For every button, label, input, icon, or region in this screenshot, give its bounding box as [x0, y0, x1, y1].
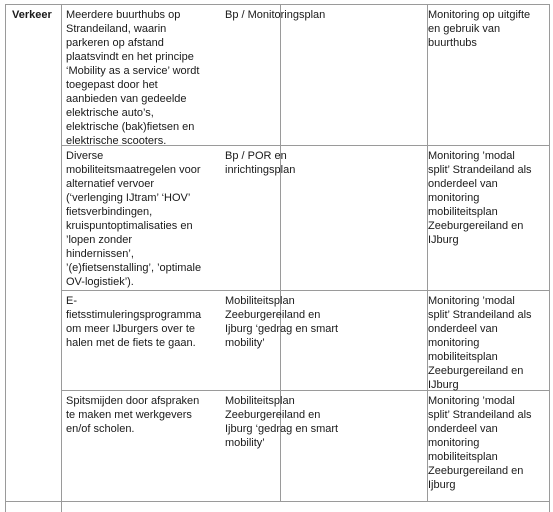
table-row	[62, 5, 549, 146]
instrument-cell: Mobiliteitsplan Zeeburgereiland en Ijburg ‘gedrag en smart mobility’	[225, 295, 339, 349]
category-column	[6, 5, 62, 512]
table-bottom-border	[6, 501, 549, 502]
table-row	[62, 391, 549, 501]
measure-cell: Diverse mobiliteitsmaatregelen voor alternatief vervoer (‘verlenging IJtram’ ‘HOV’ fietsverbindingen, kruispuntoptimalisaties en ’lopen zonder hindernissen’, ’(e)fietsenstalling’, ’optimale OV-logistiek’).	[66, 150, 202, 288]
table-row	[62, 146, 549, 291]
monitoring-cell: Monitoring ’modal split’ Strandeiland als onderdeel van monitoring mobiliteitsplan Zeeburgereiland en IJburg	[428, 295, 532, 391]
measure-cell: E- fietsstimuleringsprogramma om meer IJburgers over te halen met de fiets te gaan.	[66, 295, 202, 349]
measure-cell: Meerdere buurthubs op Strandeiland, waarin parkeren op afstand plaatsvindt en het principe ‘Mobility as a service’ wordt toegepast door het aanbieden van gedeelde elektrische auto’s, elektrische (bak)fietsen en elektrische scooters.	[66, 9, 200, 147]
measure-cell: Spitsmijden door afspraken te maken met werkgevers en/of scholen.	[66, 395, 200, 435]
instrument-cell: Mobiliteitsplan Zeeburgereiland en Ijburg ‘gedrag en smart mobility’	[225, 395, 339, 449]
monitoring-cell: Monitoring ’modal split’ Strandeiland als onderdeel van monitoring mobiliteitsplan Zeeburgereiland en Ijburg	[428, 395, 532, 491]
category-label: Verkeer	[12, 9, 52, 21]
monitoring-cell: Monitoring op uitgifte en gebruik van buurthubs	[428, 9, 531, 49]
monitoring-cell: Monitoring ’modal split’ Strandeiland als onderdeel van monitoring mobiliteitsplan Zeeburgereiland en IJburg	[428, 150, 532, 246]
table-row	[62, 291, 549, 391]
instrument-cell: Bp / POR en inrichtingsplan	[225, 150, 296, 176]
instrument-cell: Bp / Monitoringsplan	[225, 9, 326, 21]
measures-table	[5, 4, 550, 512]
